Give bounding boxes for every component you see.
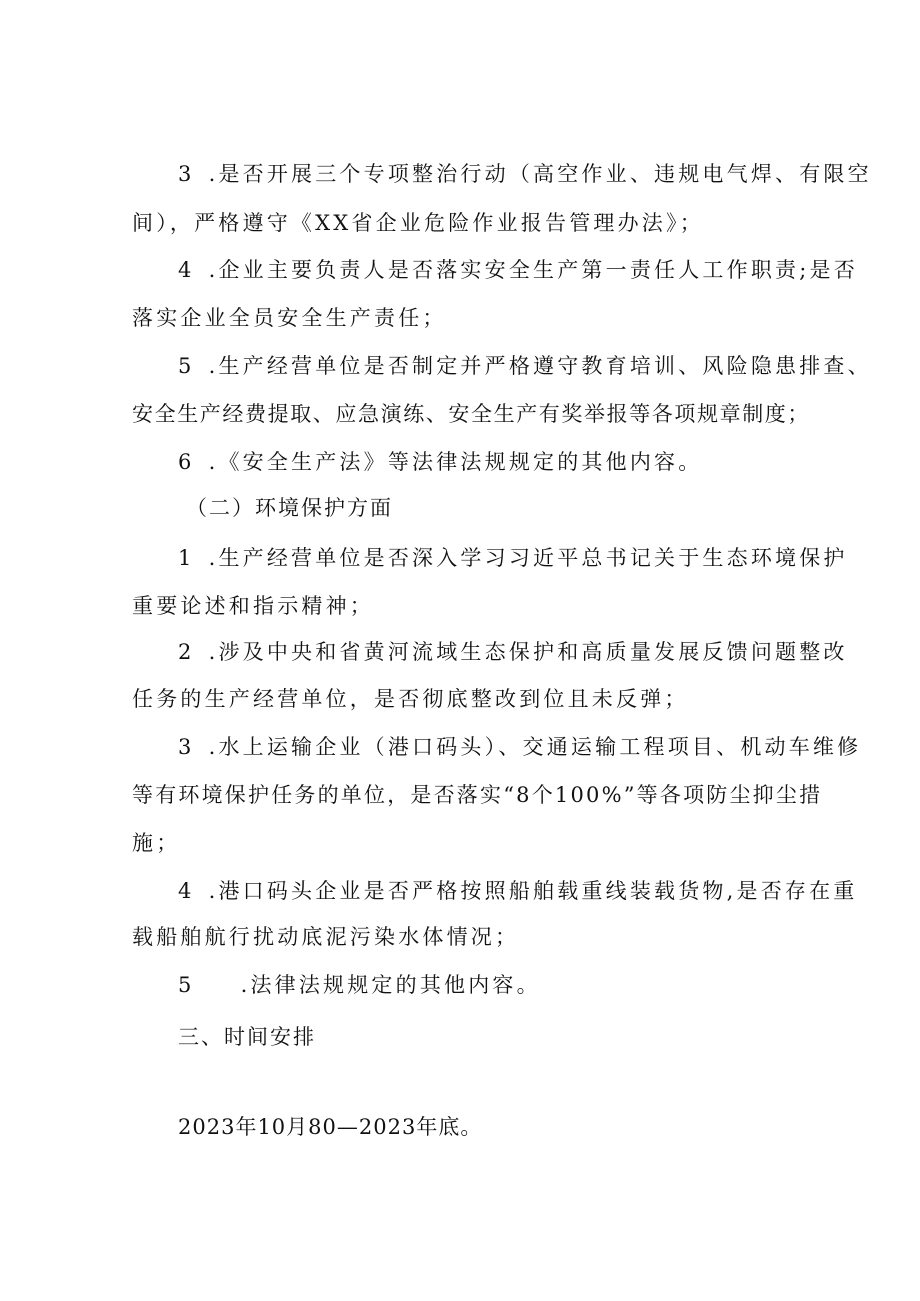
item-number: 6 — [178, 450, 195, 474]
item-text: .法律法规规定的其他内容。 — [240, 973, 541, 997]
environment-item-1-line-2: 重要论述和指示精神； — [132, 594, 374, 618]
item-text: .港口码头企业是否严格按照船舶载重线装载货物,是否存在重 — [208, 879, 858, 903]
item-text: .生产经营单位是否深入学习习近平总书记关于生态环境保护 — [208, 546, 848, 570]
item-text: .涉及中央和省黄河流域生态保护和高质量发展反馈问题整改 — [208, 640, 848, 664]
safety-item-3-line-1 — [178, 160, 872, 188]
item-number: 2 — [178, 640, 195, 664]
safety-item-3-line-2: 间），严格遵守《XX省企业危险作业报告管理办法》； — [132, 211, 704, 235]
safety-item-5-line-1 — [178, 352, 872, 380]
environment-item-3-line-1 — [178, 733, 861, 761]
item-text: .是否开展三个专项整治行动（高空作业、违规电气焊、有限空 — [208, 162, 872, 186]
environment-item-5-line-1 — [178, 971, 541, 999]
environment-item-1-line-1 — [178, 544, 848, 572]
item-number: 5 — [178, 354, 195, 378]
item-number: 3 — [178, 735, 195, 759]
item-text: .企业主要负责人是否落实安全生产第一责任人工作职责;是否 — [208, 258, 858, 282]
safety-item-5-line-2: 安全生产经费提取、应急演练、安全生产有奖举报等各项规章制度； — [132, 402, 810, 426]
safety-item-6-line-1 — [178, 448, 702, 476]
environment-item-4-line-2: 载船舶航行扰动底泥污染水体情况； — [132, 925, 520, 949]
environment-item-2-line-1 — [178, 638, 848, 666]
item-number: 5 — [178, 973, 195, 997]
item-text: .生产经营单位是否制定并严格遵守教育培训、风险隐患排查、 — [208, 354, 872, 378]
item-number: 4 — [178, 258, 195, 282]
item-number: 1 — [178, 546, 195, 570]
item-number: 4 — [178, 879, 195, 903]
item-text: .水上运输企业（港口码头）、交通运输工程项目、机动车维修 — [208, 735, 862, 759]
item-number: 3 — [178, 162, 195, 186]
safety-item-4-line-1 — [178, 256, 858, 284]
safety-item-4-line-2: 落实企业全员安全生产责任； — [132, 306, 447, 330]
environment-item-3-line-2: 等有环境保护任务的单位，是否落实“8个100%”等各项防尘抑尘措 — [132, 783, 823, 807]
item-text: .《安全生产法》等法律法规规定的其他内容。 — [208, 450, 703, 474]
section-heading-environment: （二）环境保护方面 — [186, 496, 393, 520]
environment-item-4-line-1 — [178, 877, 858, 905]
environment-item-2-line-2: 任务的生产经营单位，是否彻底整改到位且未反弹； — [132, 687, 689, 711]
section-heading-schedule: 三、时间安排 — [178, 1025, 316, 1049]
environment-item-3-line-3: 施； — [132, 831, 181, 855]
schedule-period: 2023年10月80—2023年底。 — [178, 1115, 483, 1139]
